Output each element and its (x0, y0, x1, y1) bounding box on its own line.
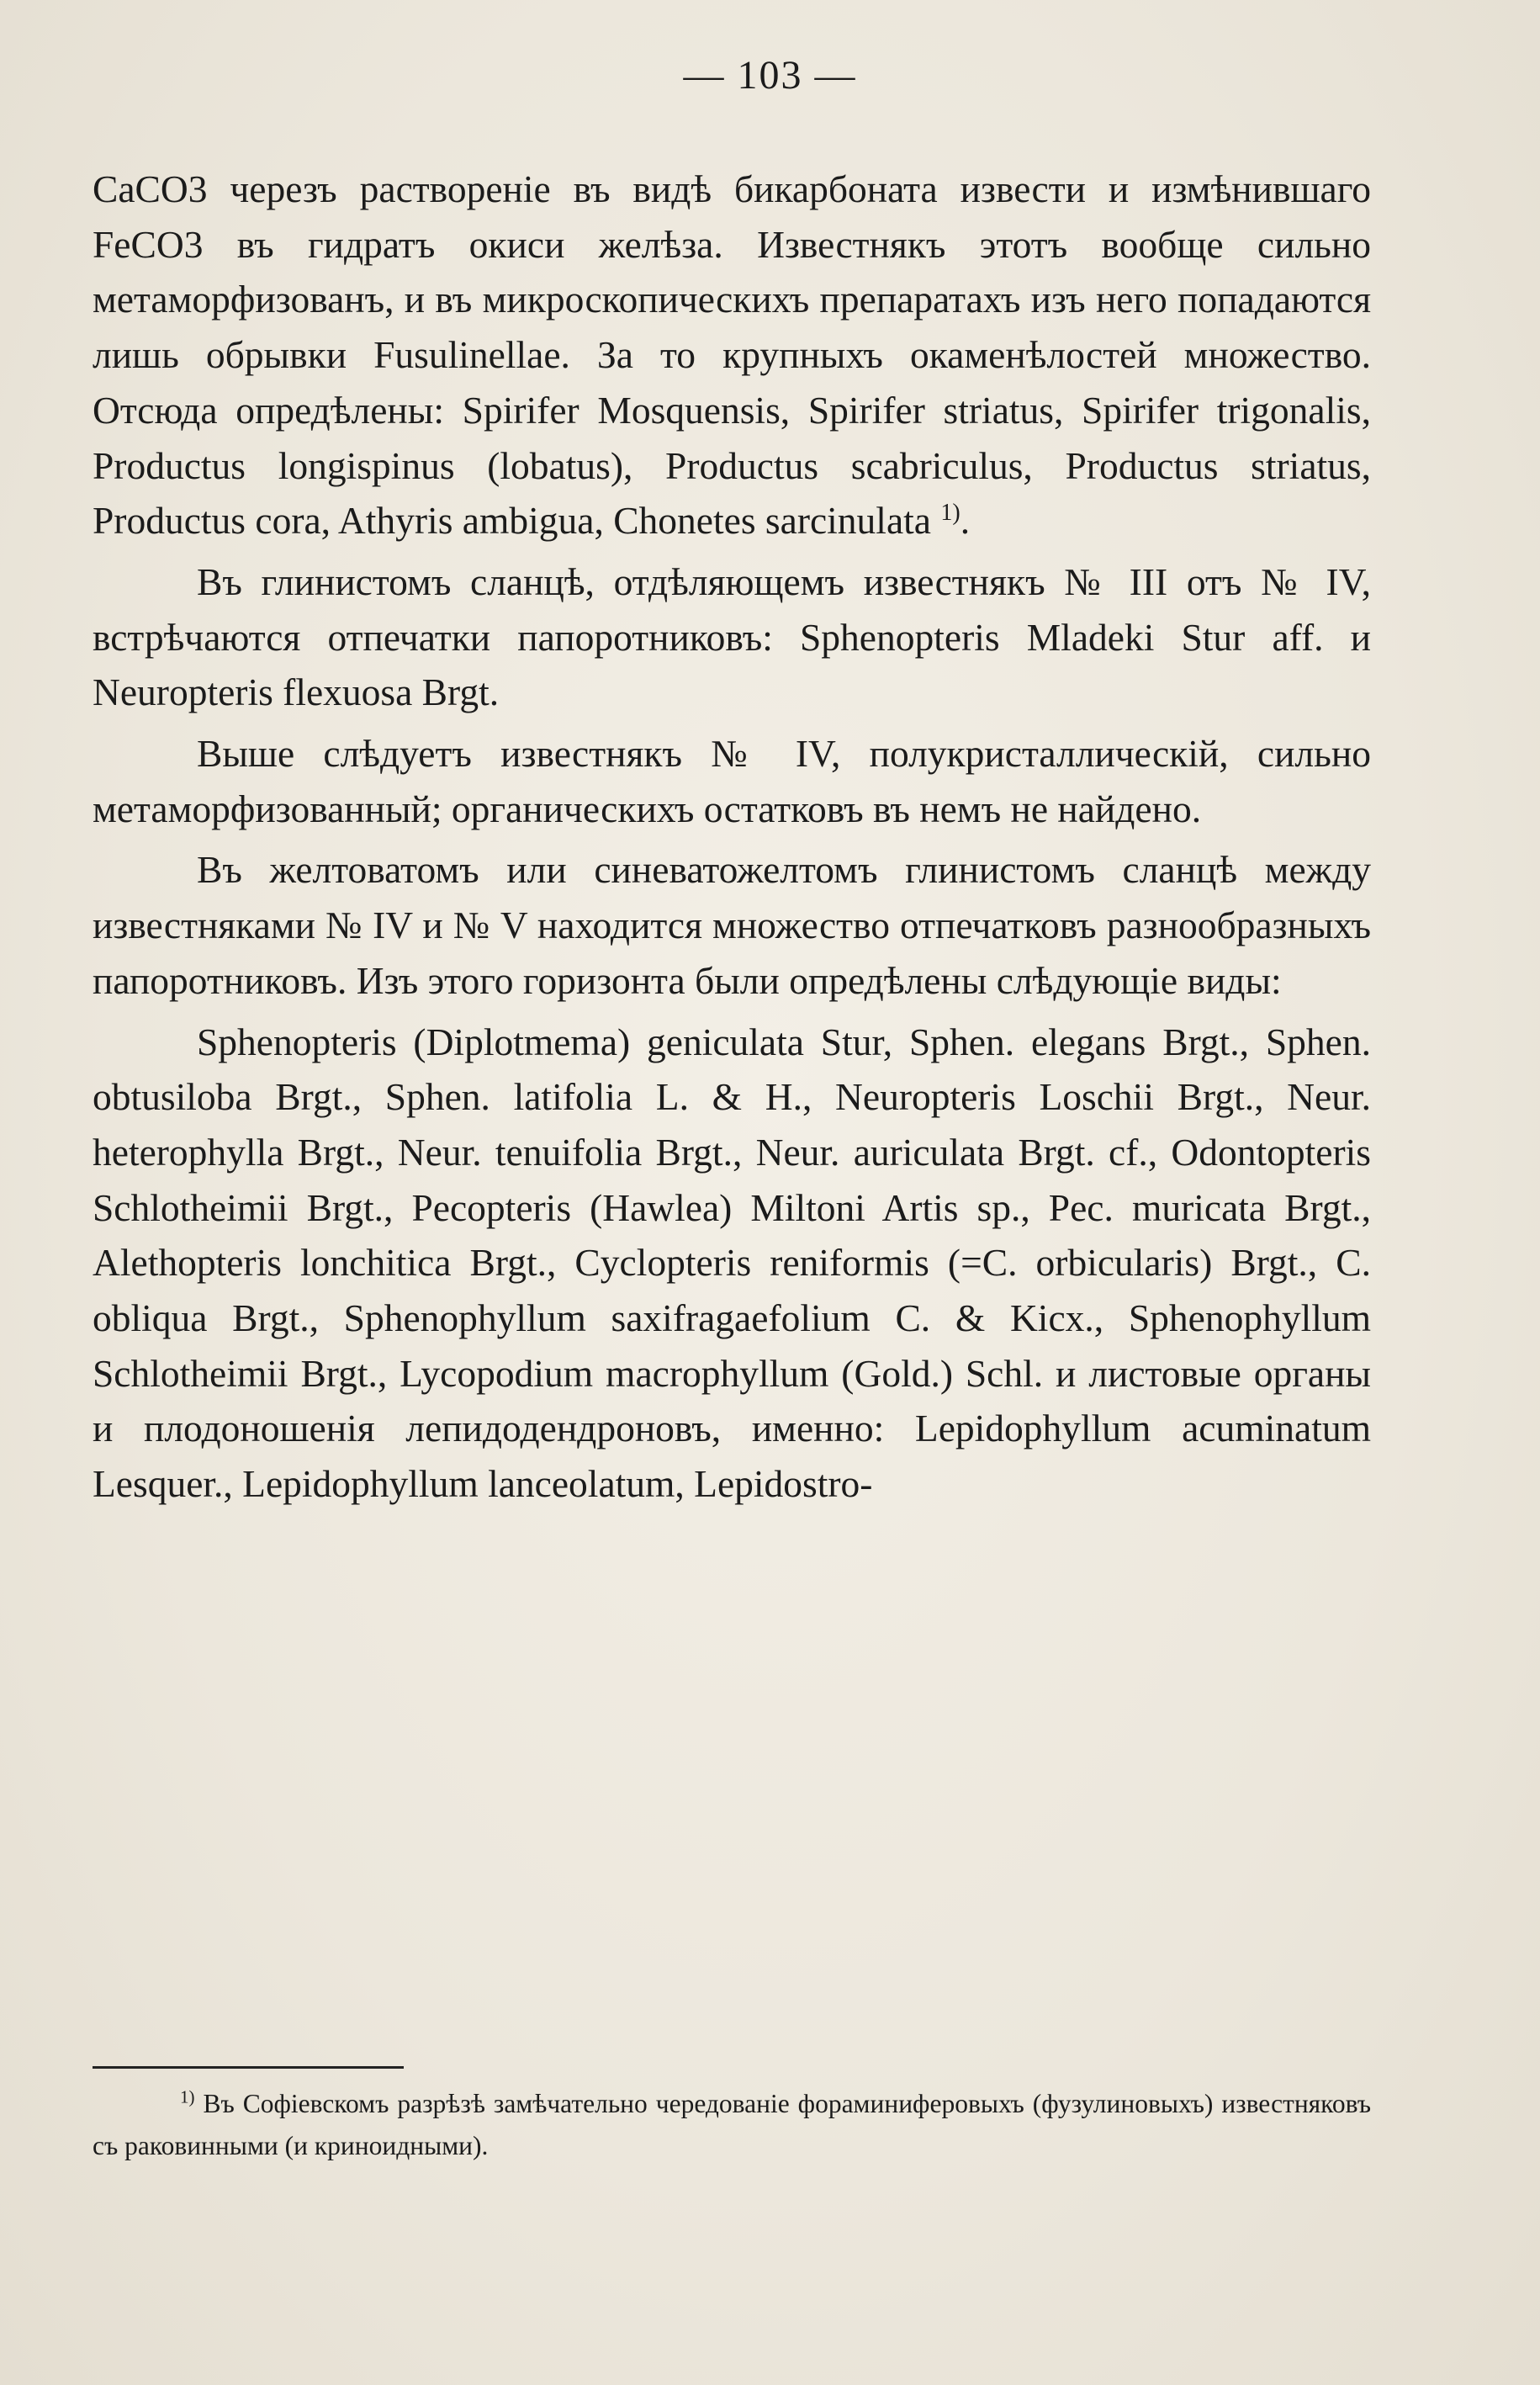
footnote-separator (93, 2066, 404, 2069)
paragraph-1 (93, 162, 1371, 549)
footnote-marker: 1) (180, 2086, 195, 2107)
footnote (93, 2083, 1371, 2167)
footnote-reference-tail: . (960, 499, 971, 543)
page-number: — 103 — (683, 53, 857, 98)
paragraph-2: Въ глинистомъ сланцѣ, отдѣляющемъ известнякъ № III отъ № IV, встрѣчаются отпечатки папоротниковъ: Sphenopteris Mladeki Stur aff. и Neuropteris flexuosa Brgt. (93, 559, 1371, 714)
paragraph-3: Выше слѣдуетъ известнякъ № IV, полукристаллическiй, сильно метаморфизованный; органическихъ остатковъ въ немъ не найдено. (93, 732, 1371, 830)
paragraph-5: Sphenopteris (Diplotmema) geniculata Stur, Sphen. elegans Brgt., Sphen. obtusiloba Brgt., Sphen. latifolia L. & H., Neuropteris Loschii Brgt., Neur. heterophylla Brgt., Neur. tenuifolia Brgt., Neur. auriculata Brgt. cf., Odontopteris Schlotheimii Brgt., Pecopteris (Hawlea) Miltoni Artis sp., Pec. muricata Brgt., Alethopteris lonchitica Brgt., Cyclopteris reniformis (=C. orbicularis) Brgt., C. obliqua Brgt., Sphenophyllum saxifragaefolium C. & Kicx., Sphenophyllum Schlotheimii Brgt., Lycopodium macrophyllum (Gold.) Schl. и листовые органы и плодоношенiя лепидодендроновъ, именно: Lepidophyllum acuminatum Lesquer., Lepidophyllum lanceolatum, Lepidostro- (93, 1020, 1371, 1506)
paragraph-4: Въ желтоватомъ или синеватожелтомъ глинистомъ сланцѣ между известняками № IV и № V находится множество отпечатковъ разнообразныхъ папоротниковъ. Изъ этого горизонта были опредѣлены слѣдующiе виды: (93, 848, 1371, 1002)
paragraph-1-text: CaCO3 черезъ растворенiе въ видѣ бикарбоната извести и измѣнившаго FeCO3 въ гидратъ окиси желѣза. Известнякъ этотъ вообще сильно метаморфизованъ, и въ микроскопическихъ препаратахъ изъ него попадаются лишь обрывки Fusulinellae. За то крупныхъ окаменѣлостей множество. Отсюда опредѣлены: Spirifer Mosquensis, Spirifer striatus, Spirifer trigonalis, Productus longispinus (lobatus), Productus scabriculus, Productus striatus, Productus cora, Athyris ambigua, Chonetes sarcinulata (93, 167, 1371, 543)
footnote-reference[interactable]: 1) (940, 500, 961, 527)
body-text (93, 162, 1371, 1512)
footnote-text: Въ Софiевскомъ разрѣзѣ замѣчательно чередованiе фораминиферовыхъ (фузулиновыхъ) известняковъ съ раковинными (и криноидными). (93, 2089, 1371, 2160)
